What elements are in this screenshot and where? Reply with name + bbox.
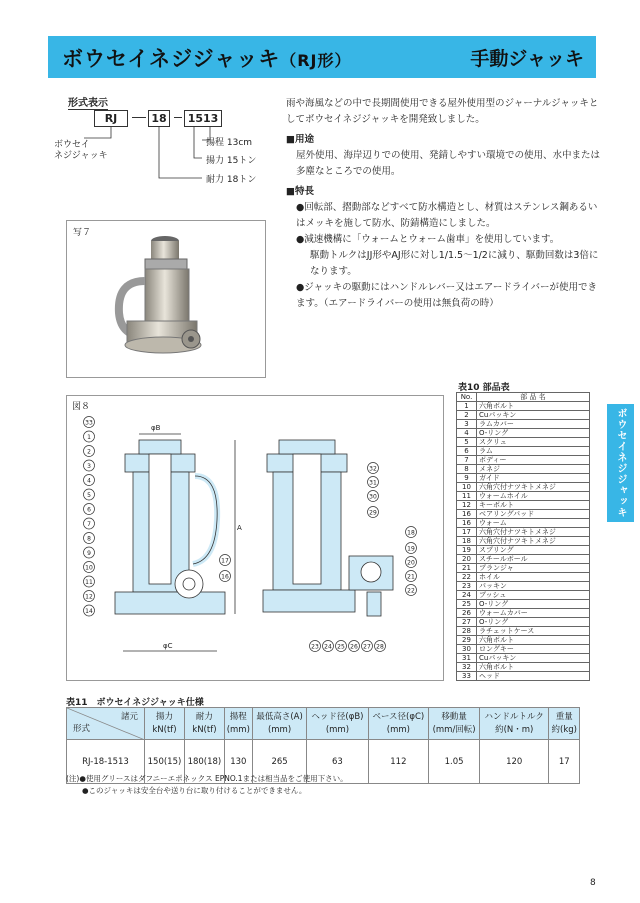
spec-header-cell: 揚程 (mm) xyxy=(224,708,252,740)
parts-table-caption: 表10 部品表 xyxy=(458,383,510,393)
callout-label: 5 xyxy=(87,491,91,499)
spec-cell: 130 xyxy=(224,740,252,784)
part-name: 六角穴付ナツキトメネジ xyxy=(477,537,590,546)
callout-label: 4 xyxy=(87,477,91,485)
spec-header-cell: 揚力 kN(tf) xyxy=(145,708,185,740)
figure-caption: 図８ xyxy=(72,402,91,412)
part-name: O-リング xyxy=(477,600,590,609)
col-name: 部 品 名 xyxy=(477,393,590,402)
part-no: 3 xyxy=(457,420,477,429)
parts-row xyxy=(457,654,590,663)
callout-label: 33 xyxy=(85,419,93,427)
col-no: No. xyxy=(457,393,477,402)
part-name: O-リング xyxy=(477,618,590,627)
part-name: 六角ボルト xyxy=(477,402,590,411)
spec-cell: 265 xyxy=(252,740,307,784)
part-name: メネジ xyxy=(477,465,590,474)
dim-a-label: A xyxy=(237,524,242,532)
callout-label: 25 xyxy=(337,643,345,651)
parts-row xyxy=(457,438,590,447)
part-name: ボディー xyxy=(477,456,590,465)
parts-row xyxy=(457,663,590,672)
spec-cell: 150(15) xyxy=(145,740,185,784)
part-name: O-リング xyxy=(477,429,590,438)
title-suffix: （RJ形） xyxy=(280,51,352,70)
spec-header-cell: 移動量 (mm/回転) xyxy=(429,708,480,740)
part-name: パッキン xyxy=(477,582,590,591)
parts-row xyxy=(457,627,590,636)
callout-label: 16 xyxy=(221,573,229,581)
part-no: 27 xyxy=(457,618,477,627)
dim-c-label: φC xyxy=(163,642,173,650)
callout-label: 21 xyxy=(407,573,415,581)
callout-label: 18 xyxy=(407,529,415,537)
title-main: ボウセイネジジャッキ xyxy=(62,47,281,71)
parts-row xyxy=(457,519,590,528)
callout-label: 29 xyxy=(369,509,377,517)
spec-cell: 1.05 xyxy=(429,740,480,784)
part-name: Cuパッキン xyxy=(477,411,590,420)
part-name: スクリュ xyxy=(477,438,590,447)
part-name: ホイル xyxy=(477,573,590,582)
callout-label: 32 xyxy=(369,465,377,473)
parts-row xyxy=(457,537,590,546)
part-no: 31 xyxy=(457,654,477,663)
part-no: 6 xyxy=(457,447,477,456)
dim-b-label: φB xyxy=(151,424,161,432)
parts-table xyxy=(456,392,590,681)
part-name: 六角穴付ナツキトメネジ xyxy=(477,483,590,492)
description xyxy=(286,96,604,312)
spec-cell: 120 xyxy=(479,740,548,784)
model-designation xyxy=(54,94,274,184)
parts-row xyxy=(457,600,590,609)
part-no: 28 xyxy=(457,627,477,636)
part-no: 24 xyxy=(457,591,477,600)
model-code-load: 18 xyxy=(148,110,170,127)
part-name: ブッシュ xyxy=(477,591,590,600)
cross-section-figure xyxy=(66,395,444,681)
model-code-type: RJ xyxy=(94,110,128,127)
callout-label: 28 xyxy=(376,643,384,651)
part-name: キーボルト xyxy=(477,501,590,510)
parts-row xyxy=(457,483,590,492)
spec-cell: 63 xyxy=(307,740,368,784)
part-name: ベアリングパッド xyxy=(477,510,590,519)
model-name-line1: ボウセイ xyxy=(54,140,90,150)
spec-header-cell: 最低高さ(A) (mm) xyxy=(252,708,307,740)
part-no: 23 xyxy=(457,582,477,591)
spec-header-row xyxy=(67,708,580,740)
parts-row xyxy=(457,429,590,438)
part-name: 六角ボルト xyxy=(477,663,590,672)
part-no: 4 xyxy=(457,429,477,438)
callout-label: 8 xyxy=(87,535,91,543)
callout-label: 12 xyxy=(85,593,93,601)
part-no: 10 xyxy=(457,483,477,492)
callout-label: 2 xyxy=(87,448,91,456)
parts-row xyxy=(457,636,590,645)
parts-row xyxy=(457,564,590,573)
part-no: 9 xyxy=(457,474,477,483)
part-no: 2 xyxy=(457,411,477,420)
spec-header-cell: 耐力 kN(tf) xyxy=(184,708,224,740)
note-1: (注)●使用グリースはダフニーエポネックス EPNO.1または相当品をご使用下さい。 xyxy=(66,774,348,783)
parts-row xyxy=(457,573,590,582)
parts-row xyxy=(457,591,590,600)
part-no: 1 xyxy=(457,402,477,411)
feature-1: ●回転部、摺動部などすべて防水構造とし、材質はステンレス鋼あるいはメッキを施して防水、防錆構造にしました。 xyxy=(296,202,598,229)
side-tab: ボウセイネジジャッキ xyxy=(607,404,634,522)
model-label: 形式表示 xyxy=(68,94,108,110)
parts-row xyxy=(457,582,590,591)
part-no: 29 xyxy=(457,636,477,645)
part-no: 17 xyxy=(457,528,477,537)
parts-row xyxy=(457,447,590,456)
cross-section-drawing xyxy=(67,396,443,680)
callout-label: 3 xyxy=(87,462,91,470)
parts-row xyxy=(457,609,590,618)
callout-label: 14 xyxy=(85,607,93,615)
photo-caption: 写７ xyxy=(73,228,92,238)
callout-label: 17 xyxy=(221,557,229,565)
corner-top: 諸元 xyxy=(120,712,138,722)
feature-2a: ●減速機構に「ウォームとウォーム歯車」を使用しています。 xyxy=(296,234,560,245)
parts-row xyxy=(457,645,590,654)
callout-label: 23 xyxy=(311,643,319,651)
parts-row xyxy=(457,420,590,429)
part-name: ヘッド xyxy=(477,672,590,681)
page-title xyxy=(62,43,352,73)
part-name: ウォームホイル xyxy=(477,492,590,501)
parts-row xyxy=(457,402,590,411)
part-name: ガイド xyxy=(477,474,590,483)
intro-text: 雨や海風などの中で長期間使用できる屋外使用型のジャーナルジャッキとしてボウセイネジジャッキを開発致しました。 xyxy=(286,98,599,125)
feature-2b: 駆動トルクはJJ形やAJ形に対し1/1.5〜1/2に減り、駆動回数は3倍になります。 xyxy=(310,250,599,277)
category-label: 手動ジャッキ xyxy=(470,48,584,70)
parts-row xyxy=(457,510,590,519)
parts-row xyxy=(457,492,590,501)
part-name: ラムカバー xyxy=(477,420,590,429)
part-name: スチールボール xyxy=(477,555,590,564)
part-no: 33 xyxy=(457,672,477,681)
part-no: 30 xyxy=(457,645,477,654)
part-name: Cuパッキン xyxy=(477,654,590,663)
part-no: 16 xyxy=(457,519,477,528)
spec-cell: 17 xyxy=(549,740,580,784)
part-no: 22 xyxy=(457,573,477,582)
part-no: 8 xyxy=(457,465,477,474)
callout-label: 26 xyxy=(350,643,358,651)
jack-photo-image xyxy=(67,221,265,377)
features-heading: ■特長 xyxy=(286,186,314,197)
parts-row xyxy=(457,672,590,681)
part-name: ラム xyxy=(477,447,590,456)
part-name: ラチェットケース xyxy=(477,627,590,636)
callout-label: 10 xyxy=(85,564,93,572)
spec-header-cell: ベース径(φC) (mm) xyxy=(368,708,429,740)
parts-row xyxy=(457,555,590,564)
parts-row xyxy=(457,411,590,420)
model-code-stroke: 1513 xyxy=(184,110,222,127)
part-no: 21 xyxy=(457,564,477,573)
spec-cell: 112 xyxy=(368,740,429,784)
callout-label: 27 xyxy=(363,643,371,651)
callout-label: 6 xyxy=(87,506,91,514)
part-name: 六角ボルト xyxy=(477,636,590,645)
spec-cell: 180(18) xyxy=(184,740,224,784)
parts-table-header xyxy=(457,393,590,402)
part-name: ウォームカバー xyxy=(477,609,590,618)
parts-row xyxy=(457,501,590,510)
callout-label: 11 xyxy=(85,578,93,586)
part-no: 12 xyxy=(457,501,477,510)
part-no: 5 xyxy=(457,438,477,447)
spec-header-cell: ハンドルトルク 約(N・m) xyxy=(479,708,548,740)
parts-row xyxy=(457,618,590,627)
spec-header-cell: 重量 約(kg) xyxy=(549,708,580,740)
part-no: 32 xyxy=(457,663,477,672)
model-name xyxy=(54,140,108,162)
page-header xyxy=(48,36,596,78)
part-name: ウォーム xyxy=(477,519,590,528)
spec-stroke: 揚程 13cm xyxy=(206,138,253,148)
usage-text: 屋外使用、海岸辺りでの使用、発錆しやすい環境での使用、水中または多塵なところでの使用。 xyxy=(296,150,601,177)
parts-row xyxy=(457,546,590,555)
callout-label: 31 xyxy=(369,479,377,487)
parts-row xyxy=(457,465,590,474)
spec-lift: 揚力 15トン xyxy=(206,156,257,166)
callout-label: 9 xyxy=(87,549,91,557)
part-no: 16 xyxy=(457,510,477,519)
spec-header-cell: ヘッド径(φB) (mm) xyxy=(307,708,368,740)
spec-corner-cell xyxy=(67,708,145,740)
part-no: 19 xyxy=(457,546,477,555)
callout-label: 19 xyxy=(407,545,415,553)
part-name: 六角穴付ナツキトメネジ xyxy=(477,528,590,537)
callout-label: 30 xyxy=(369,493,377,501)
usage-heading: ■用途 xyxy=(286,134,314,145)
part-no: 11 xyxy=(457,492,477,501)
parts-row xyxy=(457,456,590,465)
notes xyxy=(66,773,348,797)
part-no: 25 xyxy=(457,600,477,609)
callout-label: 7 xyxy=(87,520,91,528)
model-name-line2: ネジジャッキ xyxy=(54,151,108,161)
callout-label: 1 xyxy=(87,433,91,441)
spec-load: 耐力 18トン xyxy=(206,175,257,185)
spec-cell: RJ-18-1513 xyxy=(67,740,145,784)
part-name: プランジャ xyxy=(477,564,590,573)
part-name: ロングキー xyxy=(477,645,590,654)
part-no: 7 xyxy=(457,456,477,465)
part-no: 26 xyxy=(457,609,477,618)
page-number: 8 xyxy=(590,878,596,888)
parts-row xyxy=(457,528,590,537)
part-name: スプリング xyxy=(477,546,590,555)
callout-label: 24 xyxy=(324,643,332,651)
callout-label: 20 xyxy=(407,559,415,567)
product-photo xyxy=(66,220,266,378)
note-2: ●このジャッキは安全台や送り台に取り付けることができません。 xyxy=(82,786,307,795)
part-no: 18 xyxy=(457,537,477,546)
spec-table-caption: 表11 ボウセイネジジャッキ仕様 xyxy=(66,698,204,708)
part-no: 20 xyxy=(457,555,477,564)
callout-label: 22 xyxy=(407,587,415,595)
corner-bottom: 形式 xyxy=(73,724,91,734)
feature-3: ●ジャッキの駆動にはハンドルレバー又はエアードライバーが使用できます。（エアードライバーの使用は無負荷の時） xyxy=(296,282,597,309)
parts-row xyxy=(457,474,590,483)
